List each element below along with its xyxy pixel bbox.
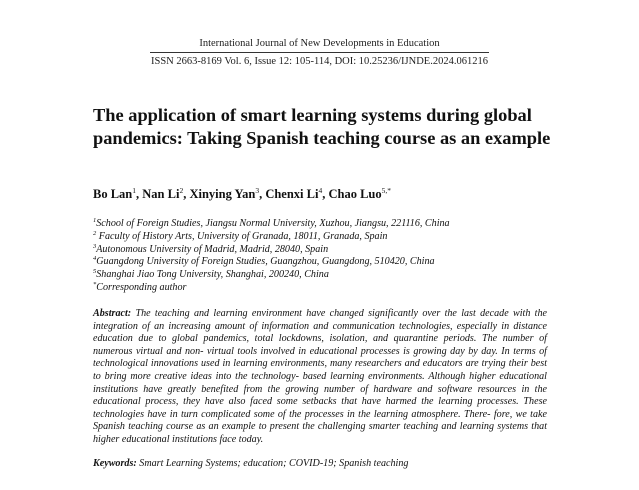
issn-line: ISSN 2663-8169 Vol. 6, Issue 12: 105-114, DOI: 10.25236/IJNDE.2024.061216 [151, 56, 488, 67]
author: Chenxi Li$^4$ [265, 186, 323, 201]
keywords [93, 457, 408, 470]
abstract-label: Abstract: [93, 308, 132, 319]
abstract [93, 308, 547, 447]
author: Xinying Yan$^3$ [189, 186, 260, 201]
keywords-label: Keywords: [93, 458, 137, 469]
author: Chao Luo$^{5,*}$ [328, 186, 391, 201]
affiliation: $^2$ Faculty of History Arts, University of Granada, 18011, Granada, Spain [93, 229, 388, 242]
affiliation: $^3$Autonomous University of Madrid, Madrid, 28040, Spain [93, 242, 329, 255]
affiliation: $^1$School of Foreign Studies, Jiangsu Normal University, Xuzhou, Jiangsu, 221116, China [93, 217, 450, 229]
affiliation: $^4$Guangdong University of Foreign Studies, Guangzhou, Guangdong, 510420, China [93, 255, 435, 268]
author: Nan Li$^2$ [142, 186, 184, 201]
keywords-text: Smart Learning Systems; education; COVID-19; Spanish teaching [139, 458, 409, 469]
paper-title: The application of smart learning systems during global pandemics: Taking Spanish teaching course as an example [93, 105, 551, 148]
affiliation-list [93, 218, 553, 295]
header-rule [150, 52, 489, 53]
abstract-text: The teaching and learning environment have changed significantly over the last decade with the integration of an increasing amount of information and communication technologies, especially in distance education due to global pandemics, total lockdowns, isolation, and quarantine periods. The number of numerous virtual and non- virtual tools involved in educational processes is growing day by day. In terms of technological innovations used in learning environments, many researchers and educators are trying their best to bring more creative ideas into the technology- based learning environments. Although higher educational institutions have greatly benefited from the growing number of hardware and software resources in the educational process, they have also faced some setbacks that have harmed the learning processes. These technologies have in turn complicated some of the processes in the learning atmosphere. There- fore, we take Spanish teaching course as an example to present the challenging smarter teaching and learning systems that higher educational institutions face today. [93, 308, 547, 445]
journal-name: International Journal of New Developments in Education [199, 38, 440, 49]
author: Bo Lan$^1$ [93, 186, 137, 201]
affiliation: $^5$Shanghai Jiao Tong University, Shanghai, 200240, China [93, 268, 329, 281]
author-list: Bo Lan$^1$, Nan Li$^2$, Xinying Yan$^3$, Chenxi Li$^4$, Chao Luo$^{5,*}$ [93, 186, 391, 201]
corresponding-author-note: *Corresponding author [93, 280, 187, 293]
